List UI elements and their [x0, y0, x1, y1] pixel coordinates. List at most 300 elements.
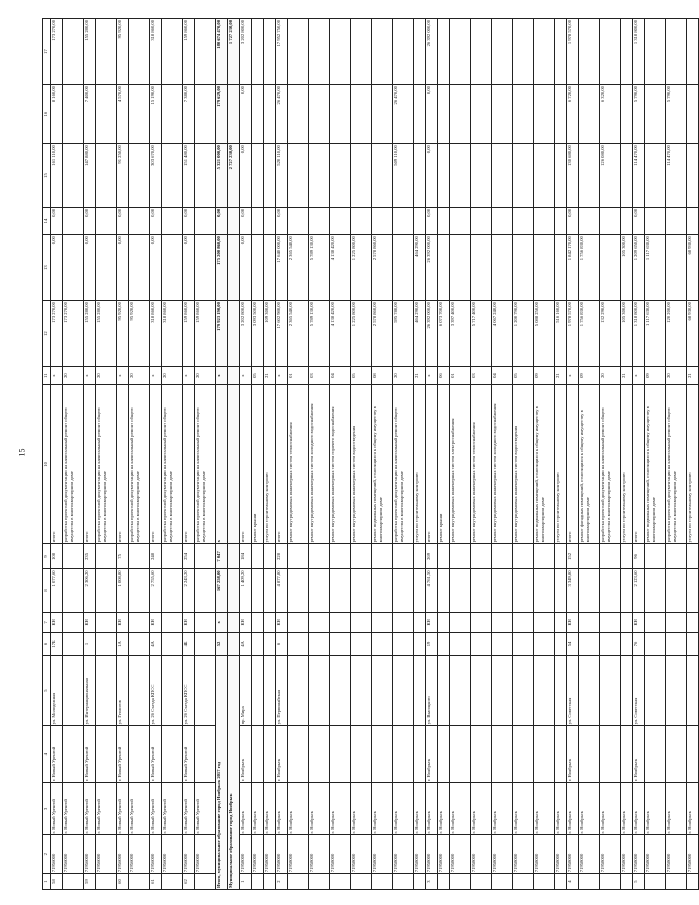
- cell-col-3: г. Новый Уренгой: [183, 783, 195, 835]
- cell-col-14: [555, 207, 567, 234]
- cell-col-8: [288, 569, 309, 612]
- cell-col-16: 15 190,00: [150, 85, 162, 144]
- cell-col-9: [414, 544, 426, 569]
- cell-col-13: [438, 235, 450, 301]
- cell-col-15: [621, 144, 633, 208]
- cell-col-15: [645, 144, 666, 208]
- cell-col-8: 2 123,60: [633, 569, 645, 612]
- cell-col-1: [438, 874, 450, 890]
- cell-col-14: [288, 207, 309, 234]
- cell-col-13: [63, 235, 84, 301]
- cell-col-14: [228, 207, 240, 234]
- cell-col-11: х: [633, 367, 645, 385]
- cell-col-15: [264, 144, 276, 208]
- cell-col-1: [579, 874, 600, 890]
- cell-col-6: [414, 633, 426, 656]
- cell-col-6: [351, 633, 372, 656]
- cell-col-5: [555, 655, 567, 725]
- cell-col-2: 71958000: [645, 835, 666, 874]
- cell-col-3: г. Ноябрьск: [372, 783, 393, 835]
- cell-col-5: [393, 655, 414, 725]
- cell-col-3: г. Ноябрьск: [645, 783, 666, 835]
- column-header-8: 8: [43, 569, 51, 612]
- cell-col-9: [288, 544, 309, 569]
- cell-col-11: 05: [351, 367, 372, 385]
- cell-col-11: [228, 367, 240, 385]
- cell-col-16: [351, 85, 372, 144]
- cell-col-12: 155 280,00: [96, 301, 117, 367]
- cell-col-6: [579, 633, 600, 656]
- cell-col-16: [288, 85, 309, 144]
- cell-col-3: г. Новый Уренгой: [84, 783, 96, 835]
- cell-col-4: г. Ноябрьск: [240, 726, 252, 783]
- work-item-row: [252, 19, 264, 890]
- cell-col-6: [471, 633, 492, 656]
- cell-col-7: [579, 612, 600, 632]
- work-item-row: [645, 19, 666, 890]
- cell-col-17: [330, 19, 351, 85]
- cell-col-12: 3 202 800,00: [240, 301, 252, 367]
- cell-col-17: 95 920,00: [117, 19, 129, 85]
- cell-col-8: 1 077,60: [51, 569, 63, 612]
- cell-col-13: [393, 235, 414, 301]
- cell-col-1: [600, 874, 621, 890]
- work-item-row: [555, 19, 567, 890]
- cell-col-10: итого: [276, 385, 288, 544]
- cell-col-1: [645, 874, 666, 890]
- cell-col-10: ремонт внутридомовых инженерных систем теплоснабжения: [288, 385, 309, 544]
- cell-col-1: [129, 874, 150, 890]
- cell-col-9: [129, 544, 150, 569]
- cell-col-12: 3 093 500,00: [252, 301, 264, 367]
- cell-col-17: [471, 19, 492, 85]
- cell-col-3: г. Ноябрьск: [426, 783, 438, 835]
- cell-col-2: 71958000: [534, 835, 555, 874]
- cell-col-1: [513, 874, 534, 890]
- cell-col-12: 5 717 400,00: [471, 301, 492, 367]
- cell-col-2: 71958000: [393, 835, 414, 874]
- cell-col-7: [471, 612, 492, 632]
- cell-col-2: 71956000: [84, 835, 96, 874]
- cell-col-10: разработка проектной документации на капитальный ремонт общего имущества в многоквартирном доме: [393, 385, 414, 544]
- cell-col-12: 68 930,00: [687, 301, 699, 367]
- cell-col-11: 01: [450, 367, 471, 385]
- cell-col-8: [393, 569, 414, 612]
- cell-col-6: [63, 633, 84, 656]
- cell-col-17: 3 202 800,00: [240, 19, 252, 85]
- cell-col-10: ремонт внутридомовых инженерных систем электроснабжения: [450, 385, 471, 544]
- cell-col-13: [129, 235, 150, 301]
- cell-col-12: 1 117 630,00: [645, 301, 666, 367]
- cell-col-4: г. Новый Уренгой: [183, 726, 195, 783]
- cell-col-1: [414, 874, 426, 890]
- cell-col-6: [438, 633, 450, 656]
- cell-col-12: 4 138 420,00: [330, 301, 351, 367]
- cell-col-16: [450, 85, 471, 144]
- cell-col-16: [492, 85, 513, 144]
- cell-col-17: [372, 19, 393, 85]
- cell-col-6: [288, 633, 309, 656]
- cell-col-10: услуги по строительному контролю: [555, 385, 567, 544]
- cell-col-3: г. Ноябрьск: [288, 783, 309, 835]
- cell-col-12: 159 860,00: [195, 301, 216, 367]
- cell-col-13: [666, 235, 687, 301]
- cell-col-3: г. Ноябрьск: [633, 783, 645, 835]
- cell-col-3: г. Ноябрьск: [309, 783, 330, 835]
- cell-col-10: итого: [633, 385, 645, 544]
- cell-col-2: 71958000: [240, 835, 252, 874]
- cell-col-17: [393, 19, 414, 85]
- cell-col-10: итого: [84, 385, 96, 544]
- cell-col-15: [162, 144, 183, 208]
- cell-col-5: [288, 655, 309, 725]
- cell-col-7: [438, 612, 450, 632]
- cell-col-8: [687, 569, 699, 612]
- cell-col-16: [471, 85, 492, 144]
- cell-col-11: х: [84, 367, 96, 385]
- cell-col-13: 5 789 130,00: [309, 235, 330, 301]
- cell-col-4: [534, 726, 555, 783]
- cell-col-12: 120 200,00: [666, 301, 687, 367]
- cell-col-8: [372, 569, 393, 612]
- cell-col-8: [534, 569, 555, 612]
- cell-col-4: [63, 726, 84, 783]
- cell-col-2: 71958000: [351, 835, 372, 874]
- cell-col-13: 1 117 630,00: [645, 235, 666, 301]
- cell-col-4: [372, 726, 393, 783]
- cell-col-16: [252, 85, 264, 144]
- cell-col-14: [666, 207, 687, 234]
- cell-col-10: услуги по строительному контролю: [414, 385, 426, 544]
- cell-col-8: [351, 569, 372, 612]
- cell-col-10: разработка проектной документации на капитальный ремонт общего имущества в многоквартирном доме: [195, 385, 216, 544]
- cell-col-3: г. Ноябрьск: [687, 783, 699, 835]
- cell-col-15: [471, 144, 492, 208]
- cell-col-1: [450, 874, 471, 890]
- table-row: [426, 19, 438, 890]
- cell-col-12: 1 978 570,00: [567, 301, 579, 367]
- cell-col-3: г. Ноябрьск: [555, 783, 567, 835]
- column-header-15: 15: [43, 144, 51, 208]
- cell-col-13: [471, 235, 492, 301]
- cell-col-14: [162, 207, 183, 234]
- cell-col-15: [372, 144, 393, 208]
- cell-col-5: [438, 655, 450, 725]
- cell-col-14: [513, 207, 534, 234]
- cell-col-9: [579, 544, 600, 569]
- cell-col-7: [666, 612, 687, 632]
- cell-col-1: 62: [183, 874, 195, 890]
- work-item-row: [438, 19, 450, 890]
- work-item-row: [513, 19, 534, 890]
- cell-col-8: [450, 569, 471, 612]
- cell-col-5: пр. Мира: [240, 655, 252, 725]
- cell-col-6: 76: [633, 633, 645, 656]
- cell-col-2: 71958000: [492, 835, 513, 874]
- cell-col-15: [414, 144, 426, 208]
- cell-col-15: 0,00: [426, 144, 438, 208]
- cell-col-9: [309, 544, 330, 569]
- cell-col-14: 0,00: [117, 207, 129, 234]
- cell-col-14: 0,00: [633, 207, 645, 234]
- cell-col-9: [450, 544, 471, 569]
- cell-col-4: [450, 726, 471, 783]
- cell-col-7: КН: [51, 612, 63, 632]
- cell-col-3: г. Ноябрьск: [276, 783, 288, 835]
- cell-col-12: 595 780,00: [393, 301, 414, 367]
- cell-col-14: 0,00: [51, 207, 63, 234]
- cell-col-14: [195, 207, 216, 234]
- cell-col-7: [162, 612, 183, 632]
- cell-col-9: [96, 544, 117, 569]
- work-item-row: [372, 19, 393, 890]
- cell-col-4: [96, 726, 117, 783]
- cell-col-7: КН: [567, 612, 579, 632]
- cell-col-3: г. Новый Уренгой: [150, 783, 162, 835]
- cell-col-15: 303 670,00: [150, 144, 162, 208]
- cell-col-6: [330, 633, 351, 656]
- cell-col-1: [471, 874, 492, 890]
- cell-col-8: [438, 569, 450, 612]
- total-label: Итого, муниципальное образование город Ноябрьск 2017 год: [216, 655, 228, 889]
- cell-col-11: 08: [372, 367, 393, 385]
- cell-col-11: 06: [438, 367, 450, 385]
- cell-col-9: [264, 544, 276, 569]
- cell-col-14: [330, 207, 351, 234]
- cell-col-12: 17 602 980,00: [276, 301, 288, 367]
- cell-col-11: х: [276, 367, 288, 385]
- cell-col-12: 173 270,00: [63, 301, 84, 367]
- cell-col-11: 21: [621, 367, 633, 385]
- table-row: [240, 19, 252, 890]
- cell-col-7: КН: [633, 612, 645, 632]
- cell-col-13: 26 392 000,00: [426, 235, 438, 301]
- column-header-6: 6: [43, 633, 51, 656]
- cell-col-12: 4 067 240,00: [492, 301, 513, 367]
- cell-col-16: 26 470,00: [276, 85, 288, 144]
- cell-col-7: [351, 612, 372, 632]
- cell-col-13: 1 756 830,00: [579, 235, 600, 301]
- cell-col-7: [414, 612, 426, 632]
- cell-col-13: 0,00: [51, 235, 63, 301]
- cell-col-1: [372, 874, 393, 890]
- cell-col-10: итого: [117, 385, 129, 544]
- cell-col-8: [129, 569, 150, 612]
- cell-col-5: [414, 655, 426, 725]
- cell-col-5: ул. Советская: [633, 655, 645, 725]
- cell-col-8: [600, 569, 621, 612]
- cell-col-15: 2 727 230,00: [228, 144, 240, 208]
- column-header-4: 4: [43, 726, 51, 783]
- cell-col-4: [621, 726, 633, 783]
- cell-col-9: 235: [84, 544, 96, 569]
- cell-col-5: ул. 26 Съезда КПСС: [183, 655, 195, 725]
- cell-col-17: [621, 19, 633, 85]
- cell-col-11: 05: [513, 367, 534, 385]
- cell-col-13: 1 225 800,00: [351, 235, 372, 301]
- cell-col-9: [195, 544, 216, 569]
- cell-col-17: [513, 19, 534, 85]
- cell-col-10: ремонт фасадных помещений, относящихся к общему имуществу в многоквартирном доме: [579, 385, 600, 544]
- cell-col-16: 7 380,00: [183, 85, 195, 144]
- cell-col-13: 0,00: [84, 235, 96, 301]
- cell-col-12: 516 160,00: [555, 301, 567, 367]
- cell-col-2: 71956000: [63, 835, 84, 874]
- cell-col-17: 159 860,00: [183, 19, 195, 85]
- cell-col-4: [471, 726, 492, 783]
- cell-col-16: [438, 85, 450, 144]
- cell-col-9: 184: [240, 544, 252, 569]
- cell-col-2: 71956000: [150, 835, 162, 874]
- cell-col-1: 3: [426, 874, 438, 890]
- cell-col-14: [63, 207, 84, 234]
- work-item-row: [621, 19, 633, 890]
- cell-col-10: итого: [150, 385, 162, 544]
- cell-col-1: [288, 874, 309, 890]
- cell-col-6: [621, 633, 633, 656]
- cell-col-4: г. Новый Уренгой: [84, 726, 96, 783]
- cell-col-16: 6 720,00: [567, 85, 579, 144]
- cell-col-4: [252, 726, 264, 783]
- cell-col-6: [309, 633, 330, 656]
- cell-col-7: КН: [240, 612, 252, 632]
- cell-col-6: 6: [276, 633, 288, 656]
- cell-col-10: услуги по строительному контролю: [621, 385, 633, 544]
- cell-col-7: [129, 612, 150, 632]
- cell-col-15: 151 480,00: [183, 144, 195, 208]
- cell-col-16: 6 320,00: [600, 85, 621, 144]
- cell-col-2: 71958000: [621, 835, 633, 874]
- cell-col-8: [621, 569, 633, 612]
- cell-col-7: [372, 612, 393, 632]
- cell-col-1: [252, 874, 264, 890]
- cell-col-5: [450, 655, 471, 725]
- cell-col-5: [687, 655, 699, 725]
- cell-col-16: [162, 85, 183, 144]
- cell-col-5: [372, 655, 393, 725]
- cell-col-4: [687, 726, 699, 783]
- capital-repair-table: [42, 18, 699, 890]
- cell-col-3: г. Ноябрьск: [621, 783, 633, 835]
- cell-col-10: ремонт внутридомовых инженерных систем холодного водоснабжения: [492, 385, 513, 544]
- cell-col-8: [252, 569, 264, 612]
- cell-col-7: [645, 612, 666, 632]
- cell-col-4: [309, 726, 330, 783]
- cell-col-17: 1 318 800,00: [633, 19, 645, 85]
- cell-col-15: 130 680,00: [567, 144, 579, 208]
- cell-col-14: [438, 207, 450, 234]
- work-item-row: [600, 19, 621, 890]
- cell-col-17: [645, 19, 666, 85]
- cell-col-8: [645, 569, 666, 612]
- cell-col-8: [471, 569, 492, 612]
- cell-col-14: 0,00: [240, 207, 252, 234]
- cell-col-11: 09: [645, 367, 666, 385]
- cell-col-16: [579, 85, 600, 144]
- cell-col-6: [492, 633, 513, 656]
- cell-col-12: 1 318 800,00: [633, 301, 645, 367]
- cell-col-2: 71958000: [414, 835, 426, 874]
- work-item-row: [330, 19, 351, 890]
- cell-col-10: х: [216, 385, 228, 544]
- cell-col-13: 0,00: [117, 235, 129, 301]
- cell-col-17: [264, 19, 276, 85]
- cell-col-12: 155 280,00: [84, 301, 96, 367]
- cell-col-11: х: [150, 367, 162, 385]
- cell-col-3: г. Новый Уренгой: [129, 783, 150, 835]
- cell-col-15: [492, 144, 513, 208]
- cell-col-9: [372, 544, 393, 569]
- cell-col-16: [195, 85, 216, 144]
- cell-col-3: г. Ноябрьск: [600, 783, 621, 835]
- column-header-12: 12: [43, 301, 51, 367]
- cell-col-16: [330, 85, 351, 144]
- cell-col-4: [645, 726, 666, 783]
- cell-col-11: 03: [309, 367, 330, 385]
- cell-col-7: [228, 612, 240, 632]
- cell-col-15: 114 470,00: [666, 144, 687, 208]
- column-header-14: 14: [43, 207, 51, 234]
- cell-col-11: х: [51, 367, 63, 385]
- cell-col-5: [666, 655, 687, 725]
- cell-col-15: [129, 144, 150, 208]
- total-label: Муниципальное образование город Ноябрьск: [228, 655, 240, 889]
- cell-col-13: [492, 235, 513, 301]
- cell-col-15: 520 110,00: [276, 144, 288, 208]
- cell-col-8: [513, 569, 534, 612]
- cell-col-11: 04: [330, 367, 351, 385]
- cell-col-6: [513, 633, 534, 656]
- work-item-row: [471, 19, 492, 890]
- cell-col-13: [600, 235, 621, 301]
- cell-col-1: [555, 874, 567, 890]
- cell-col-4: [129, 726, 150, 783]
- cell-col-9: 96: [633, 544, 645, 569]
- cell-col-5: [645, 655, 666, 725]
- cell-col-9: [438, 544, 450, 569]
- cell-col-14: [687, 207, 699, 234]
- cell-col-16: [645, 85, 666, 144]
- cell-col-3: г. Ноябрьск: [450, 783, 471, 835]
- cell-col-3: г. Ноябрьск: [579, 783, 600, 835]
- cell-col-13: 4 138 420,00: [330, 235, 351, 301]
- cell-col-15: 0,00: [240, 144, 252, 208]
- cell-col-15: [96, 144, 117, 208]
- cell-col-15: 147 880,00: [84, 144, 96, 208]
- cell-col-7: [621, 612, 633, 632]
- cell-col-13: [264, 235, 276, 301]
- cell-col-3: г. Новый Уренгой: [96, 783, 117, 835]
- cell-col-4: [513, 726, 534, 783]
- cell-col-17: [96, 19, 117, 85]
- work-item-row: [351, 19, 372, 890]
- work-item-row: [288, 19, 309, 890]
- cell-col-3: г. Новый Уренгой: [195, 783, 216, 835]
- cell-col-13: 464 290,00: [414, 235, 426, 301]
- cell-col-10: разработка проектной документации на капитальный ремонт общего имущества в многоквартирном доме: [129, 385, 150, 544]
- cell-col-9: [600, 544, 621, 569]
- cell-col-1: [63, 874, 84, 890]
- cell-col-7: [450, 612, 471, 632]
- cell-col-14: [252, 207, 264, 234]
- cell-col-14: [372, 207, 393, 234]
- cell-col-9: 108: [51, 544, 63, 569]
- work-item-row: [264, 19, 276, 890]
- cell-col-13: 1 209 650,00: [633, 235, 645, 301]
- cell-col-11: 21: [264, 367, 276, 385]
- cell-col-7: КН: [117, 612, 129, 632]
- cell-col-9: 248: [150, 544, 162, 569]
